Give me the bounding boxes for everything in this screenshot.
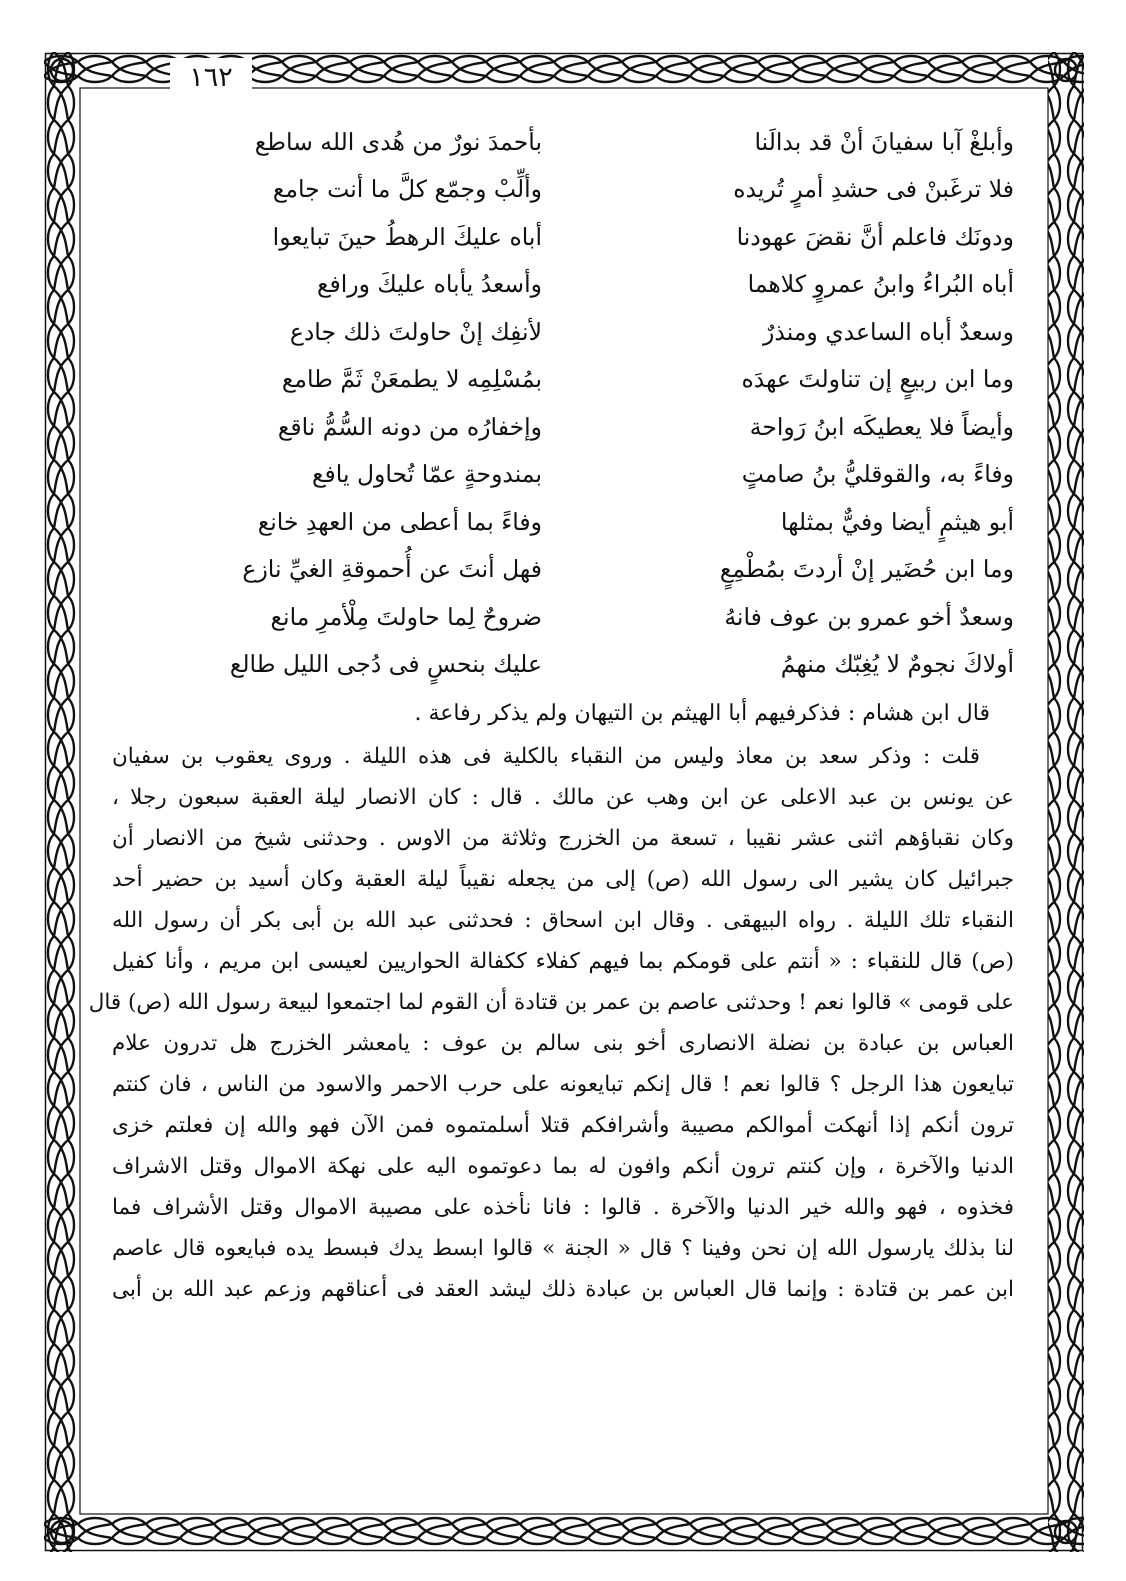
verse-first-hemistich: وما ابن ربيعٍ إن تناولتَ عهدَه [741, 365, 1014, 394]
verse-second-hemistich: وإخفارُه من دونه السُّمُّ ناقع [277, 412, 542, 441]
verse-line [112, 213, 1014, 261]
verse-second-hemistich: وألِّبْ وجمّع كلَّ ما أنت جامع [272, 175, 542, 204]
verse-second-hemistich: بمُسْلِمِه لا يطمعَنْ ثَمَّ طامع [281, 365, 542, 394]
verse-first-hemistich: وأبلغْ آبا سفيانَ أنْ قد بدالَنا [754, 127, 1014, 156]
verse-line [112, 356, 1014, 404]
verse-line [112, 308, 1014, 356]
verse-second-hemistich: وأسعدُ يأباه عليكَ ورافع [316, 270, 542, 299]
text-line: وكان نقباؤهم اثنى عشر نقيبا ، تسعة من الخزرج وثلاثة من الاوس . وحدثنى شيخ من الانصار أن [112, 826, 1014, 851]
verse-second-hemistich: لأنفِك إنْ حاولتَ ذلك جادع [289, 317, 542, 346]
text-line: العباس بن عبادة بن نضلة الانصارى أخو بنى سالم بن عوف : يامعشر الخزرج هل تدرون علام [112, 1031, 1014, 1056]
text-line: قلت : وذكر سعد بن معاذ وليس من النقباء بالكلية فى هذه الليلة . وروى يعقوب بن سفيان [112, 744, 980, 769]
verse-line [112, 166, 1014, 214]
verse-line [112, 641, 1014, 689]
text-line: (ص) قال للنقباء : « أنتم على قومكم بما فيهم كفلاء ككفالة الحواريين لعيسى ابن مريم ، وأنا كفيل [112, 949, 1014, 974]
text-line: ترون أنكم إذا أنهكت أموالكم مصيبة وأشرافكم قتلا أسلمتموه فمن الآن فهو والله إن فعلتم خزى [112, 1113, 1014, 1138]
verse-second-hemistich: ضروحٌ لِما حاولتَ مِلْأمرِ مانع [270, 602, 542, 631]
verse-line [112, 403, 1014, 451]
verse-first-hemistich: ودونَك فاعلم أنَّ نقضَ عهودنا [736, 222, 1014, 251]
text-line: لنا بذلك يارسول الله إن نحن وفينا ؟ قال « الجنة » قالوا ابسط يدك فبسط يده فبايعوه قال عاصم [112, 1236, 1014, 1261]
verse-line [112, 261, 1014, 309]
verse-line [112, 118, 1014, 166]
verse-line [112, 498, 1014, 546]
text-line: جبرائيل كان يشير الى رسول الله (ص) إلى من يجعله نقيباً ليلة العقبة وكان أسيد بن حضير أحد [112, 867, 1014, 892]
page-number: ١٦٢ [170, 58, 252, 98]
verse-first-hemistich: وما ابن حُضَير إنْ أردتَ بمُطْمِعٍ [719, 555, 1014, 584]
text-line: على قومى » قالوا نعم ! وحدثنى عاصم بن عمر بن قتادة أن القوم لما اجتمعوا لبيعة رسول الله (ص) قال [88, 990, 1014, 1015]
ibn-hisham-note: قال ابن هشام : فذكرفيهم أبا الهيثم بن التيهان ولم يذكر رفاعة . [414, 701, 990, 726]
verse-first-hemistich: أباه البُراءُ وابنُ عمروٍ كلاهما [747, 270, 1014, 299]
text-line: ابن عمر بن قتادة : وإنما قال العباس بن عبادة ذلك ليشد العقد فى أعناقهم وزعم عبد الله بن أبى [112, 1277, 1014, 1302]
verse-line [112, 451, 1014, 499]
verse-first-hemistich: وفاءً به، والقوقليُّ بنُ صامتٍ [741, 460, 1014, 489]
verse-first-hemistich: أولاكَ نجومٌ لا يُغِبّك منهمُ [780, 650, 1014, 679]
verse-first-hemistich: فلا ترغَبنْ فى حشدِ أمرٍ تُريده [733, 175, 1014, 204]
text-line: تبايعون هذا الرجل ؟ قالوا نعم ! قال إنكم تبايعونه على حرب الاحمر والاسود من الناس ، فان كنتم [112, 1072, 1014, 1097]
prose-paragraph [88, 736, 1014, 1310]
text-line: النقباء تلك الليلة . رواه البيهقى . وقال ابن اسحاق : فحدثنى عبد الله بن أبى بكر أن رسول الله [112, 908, 1014, 933]
verse-second-hemistich: أباه عليكَ الرهطُ حينَ تبايعوا [272, 222, 542, 251]
text-line: فخذوه ، فهو والله خير الدنيا والآخرة . قالوا : فانا نأخذه على مصيبة الاموال وقتل الأشراف فما [112, 1195, 1014, 1220]
page-body [88, 112, 1014, 1477]
verse-line [112, 593, 1014, 641]
verse-second-hemistich: عليك بنحسٍ فى دُجى الليل طالع [229, 650, 542, 679]
verse-second-hemistich: فهل أنتَ عن أُحموقةِ الغيِّ نازع [242, 555, 542, 584]
poem [112, 118, 1014, 688]
text-line: عن يونس بن عبد الاعلى عن ابن وهب عن مالك . قال : كان الانصار ليلة العقبة سبعون رجلا ، [112, 785, 1014, 810]
verse-first-hemistich: وسعدٌ أباه الساعدي ومنذرٌ [763, 317, 1014, 346]
verse-first-hemistich: وسعدٌ أخو عمرو بن عوف فانهُ [724, 602, 1014, 631]
verse-second-hemistich: وفاءً بما أعطى من العهدِ خانع [257, 507, 542, 536]
verse-second-hemistich: بأحمدَ نورٌ من هُدى الله ساطع [254, 127, 542, 156]
verse-first-hemistich: أبو هيثمٍ أيضا وفيٌّ بمثلها [780, 507, 1014, 536]
verse-first-hemistich: وأيضاً فلا يعطيكَه ابنُ رَواحة [749, 412, 1014, 441]
verse-line [112, 546, 1014, 594]
verse-second-hemistich: بمندوحةٍ عمّا تُحاول يافع [312, 460, 542, 489]
text-line: الدنيا والآخرة ، وإن كنتم ترون أنكم وافون له بما دعوتموه اليه على نهكة الاموال وقتل الاشراف [112, 1154, 1014, 1179]
